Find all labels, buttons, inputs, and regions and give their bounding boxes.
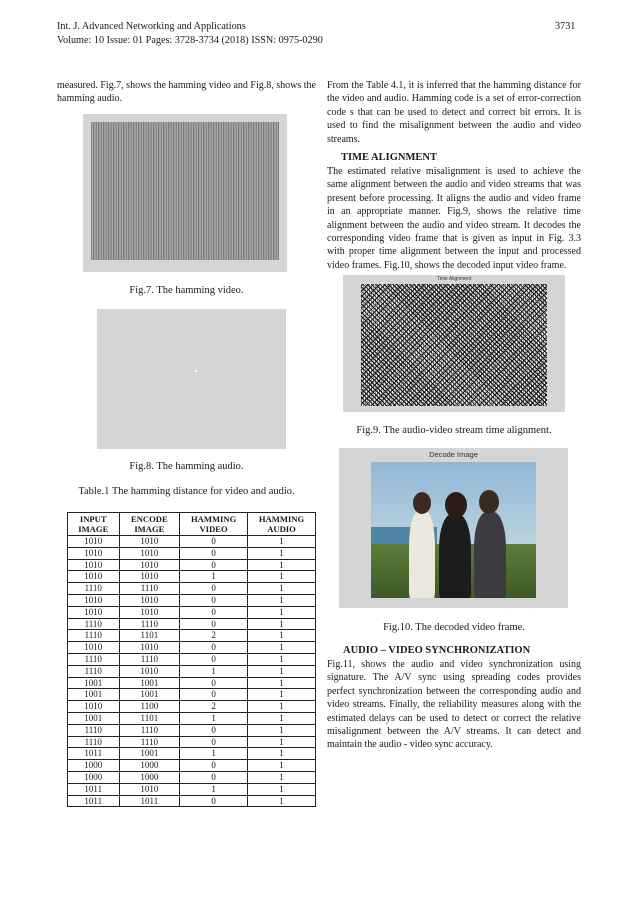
hamming-audio-cell: 1: [248, 795, 316, 807]
col-header-hamming-audio: HAMMING AUDIO: [248, 513, 316, 536]
encode-image-cell: 1101: [119, 712, 180, 724]
table-row: [68, 701, 316, 713]
hamming-audio-cell: 1: [248, 689, 316, 701]
hamming-video-cell: 0: [180, 689, 248, 701]
encode-image-cell: 1000: [119, 760, 180, 772]
table-row: [68, 783, 316, 795]
input-image-cell: 1011: [68, 748, 120, 760]
right-para-hamming: From the Table 4.1, it is inferred that the hamming distance for the video and audio. Hamming code is a set of error-correction code s that can be used to detect and correct bit errors. It is used to find the misalignment between the audio and video streams.: [327, 80, 581, 145]
hamming-audio-cell: 1: [248, 748, 316, 760]
table-row: [68, 653, 316, 665]
table-row: [68, 642, 316, 654]
input-image-cell: 1110: [68, 583, 120, 595]
hamming-audio-cell: 1: [248, 559, 316, 571]
encode-image-cell: 1110: [119, 736, 180, 748]
hamming-video-cell: 0: [180, 536, 248, 548]
table-row: [68, 724, 316, 736]
hamming-video-cell: 1: [180, 712, 248, 724]
hamming-audio-cell: 1: [248, 760, 316, 772]
input-image-cell: 1010: [68, 594, 120, 606]
hamming-audio-cell: 1: [248, 642, 316, 654]
encode-image-cell: 1110: [119, 618, 180, 630]
table-row: [68, 606, 316, 618]
hamming-audio-cell: 1: [248, 606, 316, 618]
hamming-audio-cell: 1: [248, 547, 316, 559]
input-image-cell: 1000: [68, 760, 120, 772]
fig8-caption: Fig.8. The hamming audio.: [129, 461, 244, 472]
encode-image-cell: 1110: [119, 583, 180, 595]
table-row: [68, 547, 316, 559]
fig9-time-alignment-image: [343, 275, 565, 412]
input-image-cell: 1010: [68, 536, 120, 548]
input-image-cell: 1110: [68, 630, 120, 642]
hamming-video-cell: 1: [180, 748, 248, 760]
hamming-audio-dot: [195, 370, 197, 372]
encode-image-cell: 1101: [119, 630, 180, 642]
fig10-decoded-frame-image: [339, 448, 568, 608]
hamming-audio-cell: 1: [248, 583, 316, 595]
table-row: [68, 618, 316, 630]
encode-image-cell: 1110: [119, 653, 180, 665]
hamming-audio-cell: 1: [248, 618, 316, 630]
page-number: 3731: [555, 21, 576, 32]
hamming-audio-cell: 1: [248, 712, 316, 724]
input-image-cell: 1001: [68, 677, 120, 689]
hamming-video-cell: 0: [180, 736, 248, 748]
hamming-video-cell: 2: [180, 701, 248, 713]
encode-image-cell: 1010: [119, 783, 180, 795]
fig9-caption: Fig.9. The audio-video stream time alignment.: [356, 425, 552, 436]
hamming-video-cell: 0: [180, 642, 248, 654]
fig7-caption: Fig.7. The hamming video.: [129, 285, 244, 296]
hamming-audio-cell: 1: [248, 653, 316, 665]
hamming-audio-cell: 1: [248, 771, 316, 783]
input-image-cell: 1110: [68, 736, 120, 748]
input-image-cell: 1001: [68, 689, 120, 701]
table-row: [68, 712, 316, 724]
hamming-audio-cell: 1: [248, 783, 316, 795]
hamming-video-cell: 1: [180, 783, 248, 795]
encode-image-cell: 1011: [119, 795, 180, 807]
input-image-cell: 1110: [68, 618, 120, 630]
table-row: [68, 760, 316, 772]
col-header-hamming-video: HAMMING VIDEO: [180, 513, 248, 536]
decoded-video-frame: [371, 462, 536, 598]
hamming-video-cell: 0: [180, 677, 248, 689]
hamming-video-noise: [91, 122, 279, 260]
hamming-audio-cell: 1: [248, 724, 316, 736]
hamming-audio-cell: 1: [248, 677, 316, 689]
time-alignment-noise: [361, 284, 547, 406]
hamming-video-cell: 0: [180, 547, 248, 559]
encode-image-cell: 1010: [119, 559, 180, 571]
table-row: [68, 583, 316, 595]
hamming-video-cell: 0: [180, 606, 248, 618]
input-image-cell: 1011: [68, 795, 120, 807]
encode-image-cell: 1010: [119, 547, 180, 559]
table-row: [68, 795, 316, 807]
table-body: [68, 536, 316, 807]
table-header-row: [68, 513, 316, 536]
journal-title: Int. J. Advanced Networking and Applications: [57, 21, 246, 32]
input-image-cell: 1010: [68, 642, 120, 654]
journal-volume: Volume: 10 Issue: 01 Pages: 3728-3734 (2018) ISSN: 0975-0290: [57, 35, 323, 46]
encode-image-cell: 1010: [119, 571, 180, 583]
input-image-cell: 1011: [68, 783, 120, 795]
encode-image-cell: 1100: [119, 701, 180, 713]
hamming-audio-cell: 1: [248, 594, 316, 606]
encode-image-cell: 1001: [119, 689, 180, 701]
input-image-cell: 1010: [68, 547, 120, 559]
encode-image-cell: 1001: [119, 677, 180, 689]
hamming-video-cell: 0: [180, 795, 248, 807]
encode-image-cell: 1010: [119, 665, 180, 677]
hamming-video-cell: 0: [180, 559, 248, 571]
table-row: [68, 665, 316, 677]
table-caption: Table.1 The hamming distance for video and audio.: [78, 486, 295, 497]
hamming-audio-cell: 1: [248, 736, 316, 748]
table-row: [68, 559, 316, 571]
hamming-audio-cell: 1: [248, 665, 316, 677]
input-image-cell: 1110: [68, 724, 120, 736]
av-sync-heading: AUDIO – VIDEO SYNCHRONIZATION: [343, 645, 531, 656]
hamming-video-cell: 0: [180, 618, 248, 630]
encode-image-cell: 1110: [119, 724, 180, 736]
left-intro-text: measured. Fig.7, shows the hamming video and Fig.8, shows the hamming audio.: [57, 80, 316, 105]
input-image-cell: 1010: [68, 559, 120, 571]
hamming-video-cell: 1: [180, 665, 248, 677]
input-image-cell: 1010: [68, 571, 120, 583]
input-image-cell: 1001: [68, 712, 120, 724]
hamming-video-cell: 1: [180, 571, 248, 583]
hamming-audio-cell: 1: [248, 701, 316, 713]
hamming-video-cell: 0: [180, 583, 248, 595]
hamming-video-cell: 0: [180, 760, 248, 772]
table-row: [68, 571, 316, 583]
encode-image-cell: 1001: [119, 748, 180, 760]
table-row: [68, 689, 316, 701]
input-image-cell: 1110: [68, 665, 120, 677]
encode-image-cell: 1010: [119, 606, 180, 618]
input-image-cell: 1010: [68, 701, 120, 713]
table-row: [68, 536, 316, 548]
encode-image-cell: 1010: [119, 536, 180, 548]
input-image-cell: 1010: [68, 606, 120, 618]
table-row: [68, 736, 316, 748]
input-image-cell: 1110: [68, 653, 120, 665]
encode-image-cell: 1000: [119, 771, 180, 783]
hamming-video-cell: 0: [180, 724, 248, 736]
table-row: [68, 677, 316, 689]
col-header-encode-image: ENCODE IMAGE: [119, 513, 180, 536]
table-row: [68, 594, 316, 606]
hamming-video-cell: 2: [180, 630, 248, 642]
encode-image-cell: 1010: [119, 642, 180, 654]
hamming-audio-cell: 1: [248, 536, 316, 548]
hamming-audio-cell: 1: [248, 571, 316, 583]
fig10-title: Decode Image: [429, 450, 478, 459]
input-image-cell: 1000: [68, 771, 120, 783]
fig10-caption: Fig.10. The decoded video frame.: [383, 622, 525, 633]
fig8-hamming-audio-image: [97, 309, 286, 449]
fig9-title: Time Alignment: [436, 276, 472, 282]
fig7-hamming-video-image: [83, 114, 287, 272]
hamming-video-cell: 0: [180, 653, 248, 665]
col-header-input-image: INPUT IMAGE: [68, 513, 120, 536]
hamming-video-cell: 0: [180, 771, 248, 783]
hamming-distance-table: [67, 512, 316, 807]
table-row: [68, 748, 316, 760]
table-row: [68, 771, 316, 783]
right-para-av-sync: Fig.11, shows the audio and video synchronization using signature. The A/V sync using spreading codes provides perfect synchronization between the corresponding audio and video streams. Finally, the reliability measures along with the estimated delays can be used to detect or correct the relative misalignment between the A/V streams. It can detect and maintain the audio - video sync accuracy.: [327, 659, 581, 751]
table-row: [68, 630, 316, 642]
hamming-audio-cell: 1: [248, 630, 316, 642]
right-para-time-alignment: The estimated relative misalignment is used to achieve the same alignment between the audio and video streams that was present before processing. It aligns the audio and video frame in an appropriate manner. Fig.9, shows the relative time alignment between the audio and video stream. It decodes the corresponding video frame that is given as input in Fig. 3.3 with proper time alignment between the input and processed video frames. Fig.10, shows the decoded input video frame.: [327, 166, 581, 271]
hamming-video-cell: 0: [180, 594, 248, 606]
time-alignment-heading: TIME ALIGNMENT: [341, 152, 437, 163]
encode-image-cell: 1010: [119, 594, 180, 606]
